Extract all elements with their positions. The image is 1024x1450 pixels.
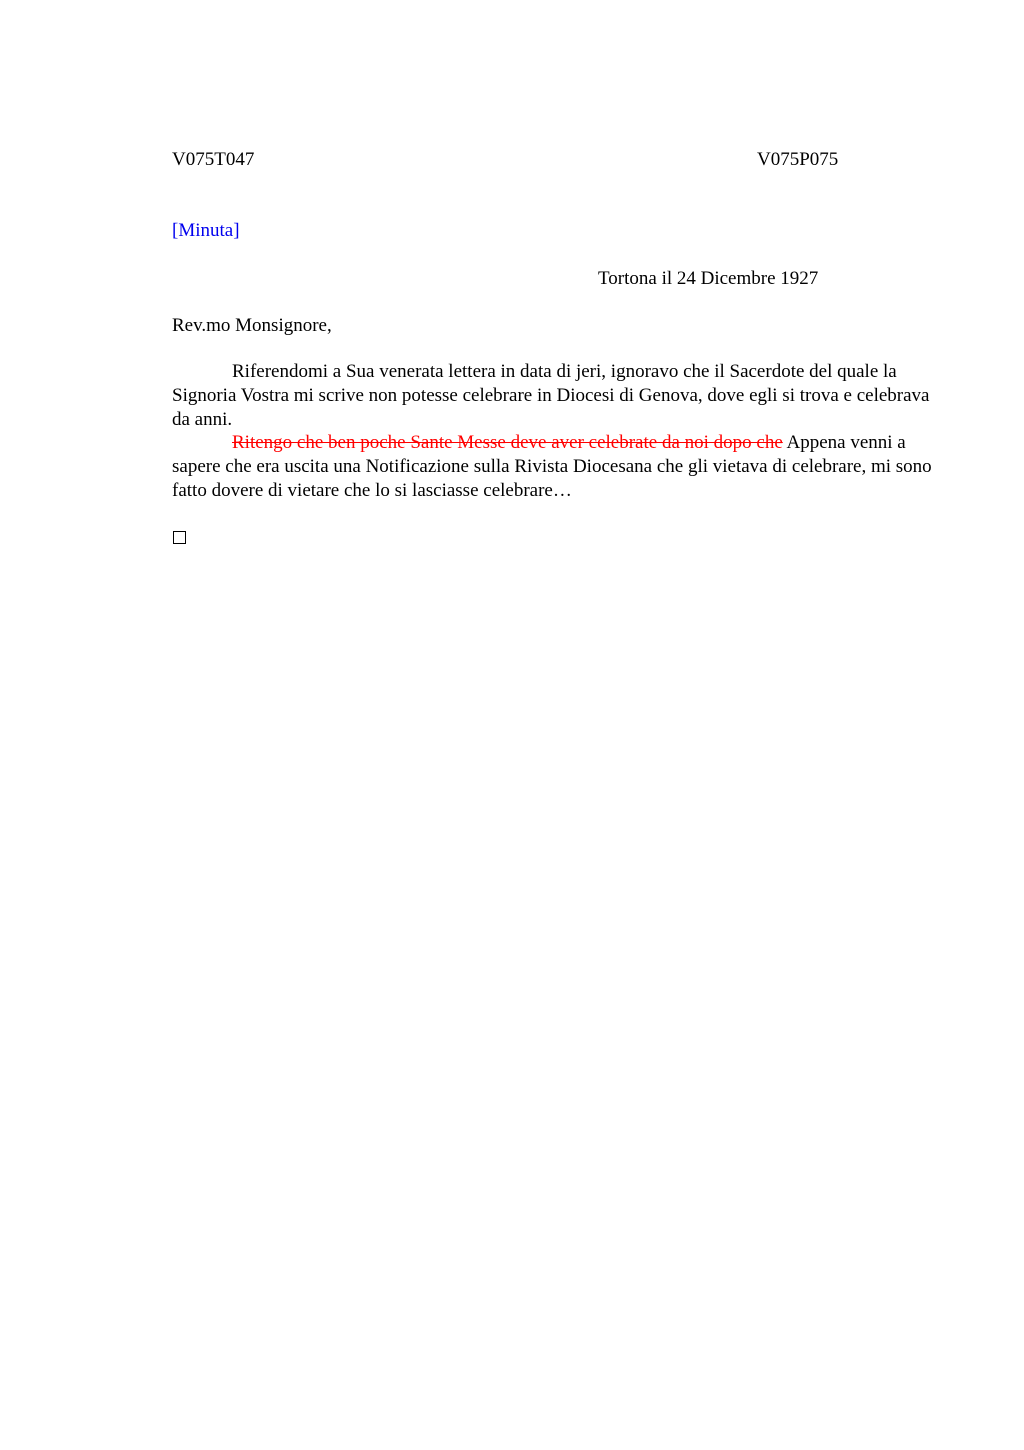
empty-square-icon xyxy=(173,531,186,544)
paragraph-2-text: Appena venni a sapere che era uscita una Notificazione sulla Rivista Diocesana che gli vietava di celebrare, mi sono fatto dovere di vietare che lo si lasciasse celebrare… xyxy=(172,432,932,501)
paragraph-1 xyxy=(172,360,932,432)
paragraph-2 xyxy=(172,431,932,503)
salutation: Rev.mo Monsignore, xyxy=(172,315,332,336)
document-code-left: V075T047 xyxy=(172,149,255,170)
document-code-right: V075P075 xyxy=(757,149,839,170)
date-line: Tortona il 24 Dicembre 1927 xyxy=(598,268,819,289)
deleted-text: Ritengo che ben poche Sante Messe deve aver celebrate da noi dopo che xyxy=(232,432,783,453)
paragraph-1-text: Riferendomi a Sua venerata lettera in data di jeri, ignoravo che il Sacerdote del quale la Signoria Vostra mi scrive non potesse celebrare in Diocesi di Genova, dove egli si trova e celebrava da anni. xyxy=(172,361,930,430)
minuta-label: [Minuta] xyxy=(172,220,240,241)
